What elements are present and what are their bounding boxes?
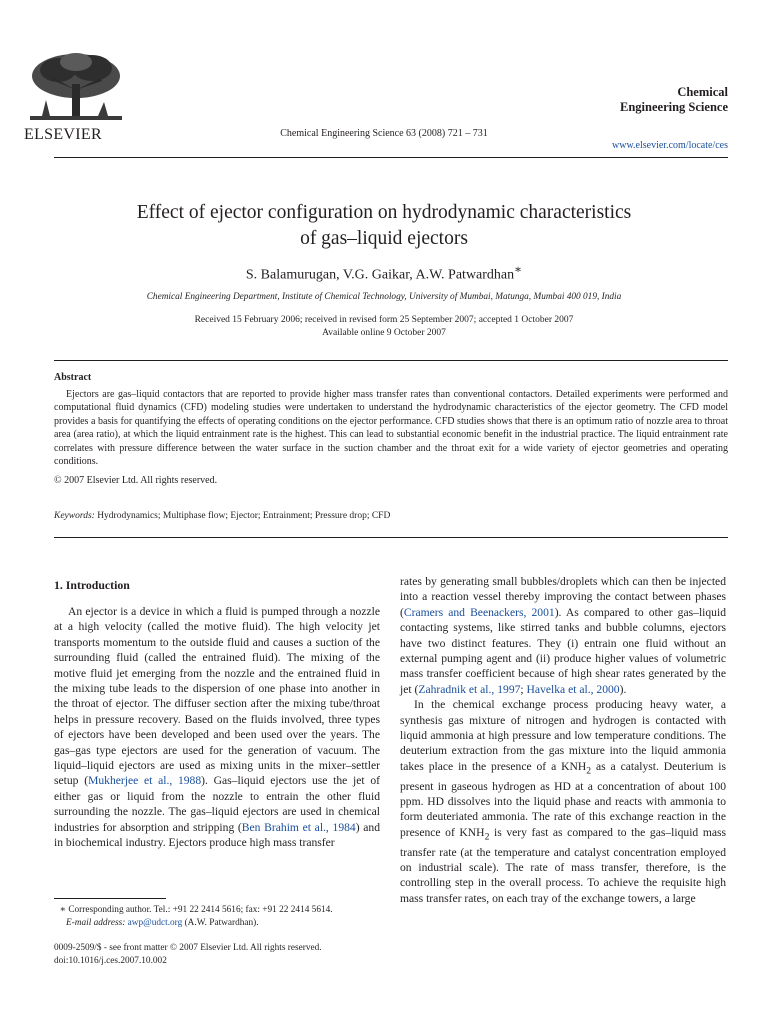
- article-title: [60, 200, 708, 252]
- paragraph-text: rates by generating small bubbles/droplets which can then be injected into a reaction vessel thereby improving the contact between phases (: [400, 575, 726, 619]
- article-dates: [60, 314, 708, 340]
- article-title-line-1: Effect of ejector configuration on hydrodynamic characteristics: [136, 202, 632, 223]
- ref-mukherjee-link[interactable]: Mukherjee et al., 1988: [88, 774, 202, 788]
- article-title-line-2: of gas–liquid ejectors: [300, 228, 468, 249]
- keywords-label: Keywords:: [54, 511, 95, 521]
- abstract-heading: Abstract: [54, 372, 92, 383]
- paragraph-text: An ejector is a device in which a fluid is pumped through a nozzle at a high velocity (called the motive fluid). The high velocity jet transports momentum to the outside fluid and causes a suction of the surrounding fluid (called the entrained fluid). The mixing of the motive fluid jet emerging from the nozzle and the entrained fluid in the mixing tube leads to the dispersion of one phase into another in the throat of ejector. The diffuser section after the mixing tube/throat helps in pressure recovery. Based on the fluids involved, three types of ejectors have been developed and been used over the years. The gas–gas type ejectors are used for the generation of vacuum. The liquid–liquid ejectors are used as mixing units in the mixer–settler setup (: [54, 605, 380, 788]
- authors-text: S. Balamurugan, V.G. Gaikar, A.W. Patwardhan: [245, 267, 515, 283]
- issn-line: 0009-2509/$ - see front matter © 2007 Elsevier Ltd. All rights reserved.: [54, 943, 322, 953]
- email-note: [54, 917, 333, 930]
- paragraph-text: ) and in biochemical industry. Ejectors produce high mass transfer: [54, 820, 381, 850]
- abstract-body: Ejectors are gas–liquid contactors that are reported to provide higher mass transfer rates than conventional contactors. Detailed experiments were performed and computational fluid dynamics (CFD) modeling studies were undertaken to understand the hydrodynamic characteristics of the ejector geometry. The CFD model provides a basis for quantifying the effects of operating conditions on the ejector performance. CFD studies shows that there is an optimum ratio of nozzle area to throat area (area ratio), at which the liquid entrainment rate is the highest. This can lead to substantial economic benefit in the industrial practice. The liquid entrainment rate correlates with pressure difference between the water surface in the suction chamber and the throat exit for a wide variety of ejector geometries and operating conditions.: [54, 389, 728, 468]
- left-column: [54, 604, 380, 851]
- ref-zahradnik-link[interactable]: Zahradnik et al., 1997: [418, 682, 521, 696]
- subscript: 2: [484, 831, 490, 843]
- keywords-list: Hydrodynamics; Multiphase flow; Ejector; Entrainment; Pressure drop; CFD: [97, 511, 391, 521]
- journal-url-link[interactable]: www.elsevier.com/locate/ces: [612, 140, 728, 151]
- journal-title: [620, 85, 728, 115]
- section-heading-introduction: 1. Introduction: [54, 578, 130, 592]
- footnote-rule: [54, 898, 166, 899]
- journal-citation: Chemical Engineering Science 63 (2008) 721 – 731: [280, 128, 488, 139]
- abstract-top-rule: [54, 360, 728, 361]
- intro-paragraph-2: [400, 697, 726, 906]
- paragraph-text: ).: [619, 682, 627, 696]
- intro-paragraph-1: [54, 604, 380, 851]
- email-name: (A.W. Patwardhan).: [182, 918, 259, 928]
- doi-line: doi:10.1016/j.ces.2007.10.002: [54, 956, 167, 966]
- affiliation: Chemical Engineering Department, Institute of Chemical Technology, University of Mumbai, Matunga, Mumbai 400 019, India: [146, 292, 622, 302]
- abstract-bottom-rule: [54, 537, 728, 538]
- ref-ben-brahim-link[interactable]: Ben Brahim et al., 1984: [241, 820, 356, 834]
- paragraph-text: ;: [520, 682, 527, 696]
- author-list: [60, 262, 708, 284]
- email-label: E-mail address:: [66, 918, 126, 928]
- corresponding-author-mark[interactable]: ∗: [514, 263, 523, 276]
- front-matter: [54, 942, 322, 968]
- abstract-copyright: © 2007 Elsevier Ltd. All rights reserved.: [54, 475, 218, 486]
- email-link[interactable]: awp@udct.org: [127, 918, 183, 928]
- paragraph-text: ). As compared to other gas–liquid contacting systems, like stirred tanks and bubble columns, ejectors have two distinct features. They (i) entrain one fluid without an external pumping agent and (ii) produce higher values of volumetric mass transfer coefficient because of high shear rates generated by the jet (: [400, 605, 726, 696]
- footnote: [54, 904, 333, 930]
- publisher-name: ELSEVIER: [24, 126, 102, 143]
- journal-title-line-1: Chemical: [677, 85, 728, 99]
- right-column: [400, 574, 726, 906]
- paragraph-text: as a catalyst. Deuterium is present in gaseous hydrogen as HD at a concentration of about 100 ppm. HD dissolves into the liquid phase and reacts with ammonia to form deuteriated ammonia. The rate of this exchange reaction in the presence of KNH: [400, 759, 726, 839]
- paragraph-text: ). Gas–liquid ejectors use the jet of either gas or liquid from the nozzle to entrain the other fluid surrounding the nozzle. The gas–liquid ejectors are used in chemical industries for absorption and stripping (: [54, 774, 381, 834]
- header-rule: [54, 157, 728, 158]
- available-online-date: Available online 9 October 2007: [322, 328, 446, 338]
- journal-title-line-2: Engineering Science: [620, 100, 728, 114]
- footnote-text: Corresponding author. Tel.: +91 22 2414 5616; fax: +91 22 2414 5614.: [68, 905, 333, 915]
- paragraph-text: is very fast as compared to the gas–liquid mass transfer rate (at the temperature and catalyst concentration employed on industrial scale). The rate of mass transfer, therefore, is the controlling step in the overall process. To achieve the requisite high mass transfer rates, on each tray of the exchange towers, a large: [400, 825, 727, 905]
- footnote-star: ∗: [59, 905, 66, 915]
- ref-cramers-link[interactable]: Cramers and Beenackers, 2001: [403, 605, 555, 619]
- paragraph-text: In the chemical exchange process producing heavy water, a synthesis gas mixture of nitrogen and hydrogen is contacted with liquid ammonia at high pressure and low temperature conditions. The deuterium extraction from the gas mixture into the liquid ammonia takes place in the presence of a KNH: [400, 698, 726, 773]
- intro-paragraph-1-continued: [400, 574, 726, 697]
- ref-havelka-link[interactable]: Havelka et al., 2000: [526, 682, 620, 696]
- received-dates: Received 15 February 2006; received in revised form 25 September 2007; accepted 1 October 2007: [194, 315, 574, 325]
- subscript: 2: [586, 765, 592, 777]
- keywords: [54, 511, 390, 521]
- corresponding-author-note: [54, 904, 333, 917]
